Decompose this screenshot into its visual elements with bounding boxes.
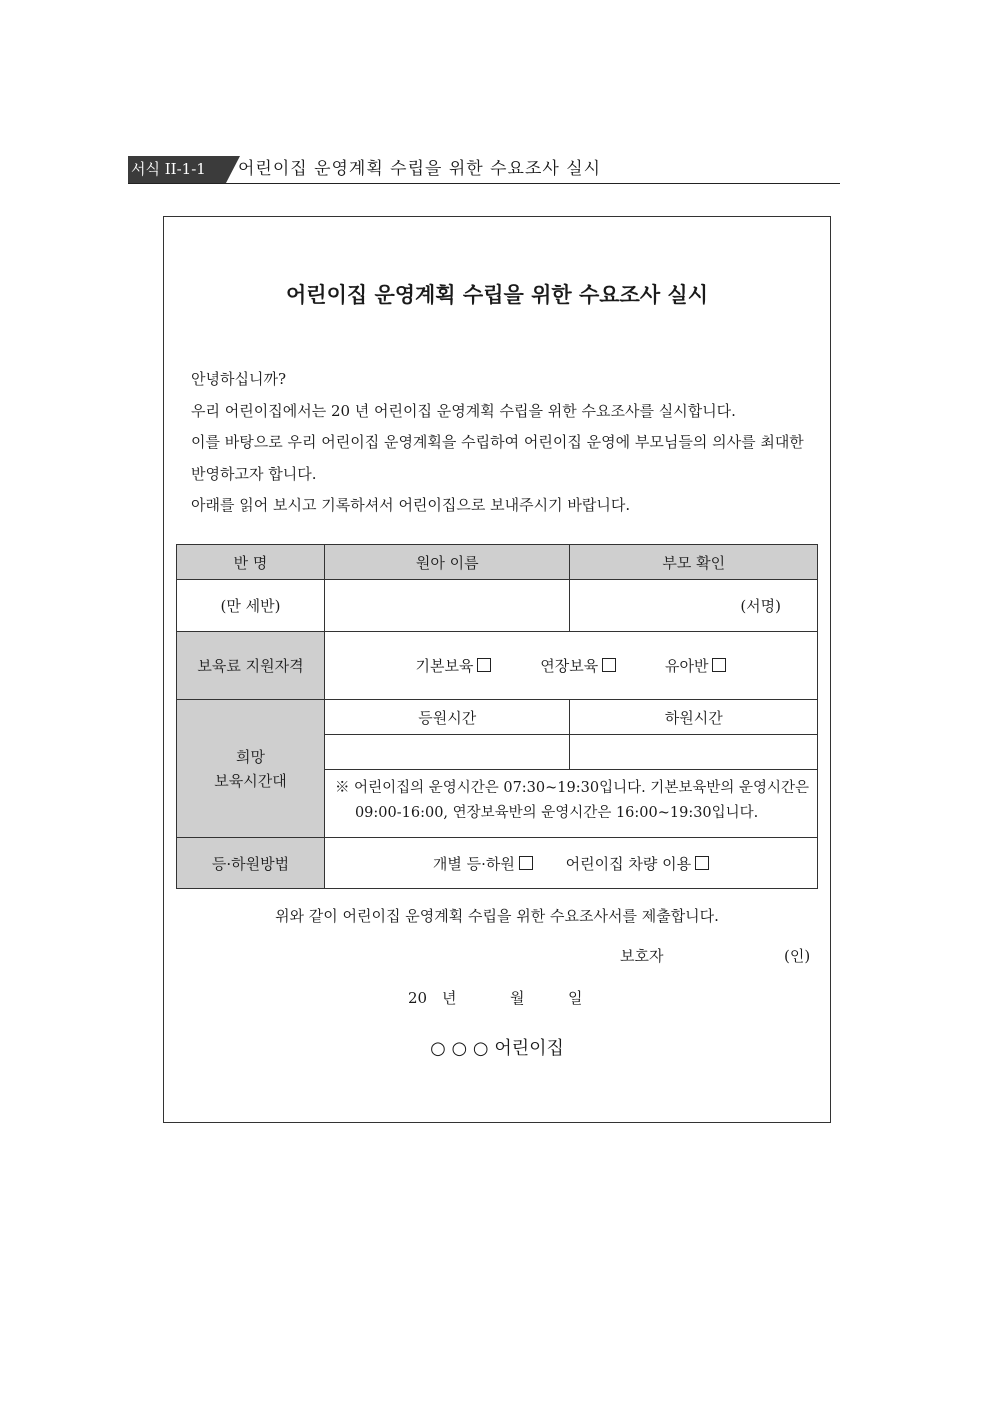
departure-time-field[interactable] xyxy=(570,735,818,770)
survey-table xyxy=(176,544,818,889)
date-month-unit: 월 xyxy=(510,989,525,1007)
operating-hours-note xyxy=(324,770,817,838)
option-extended-care: 연장보육 xyxy=(540,657,599,675)
checkbox-basic-care[interactable] xyxy=(477,658,491,672)
header-title: 어린이집 운영계획 수립을 위한 수요조사 실시 xyxy=(238,159,602,179)
form-frame xyxy=(163,216,831,1123)
commute-method-options xyxy=(324,838,817,889)
intro-line: 우리 어린이집에서는 20 년 어린이집 운영계획 수립을 위한 수요조사를 실시합니다. xyxy=(191,401,736,420)
signature-label: (서명) xyxy=(740,597,781,615)
col-header-parent-confirm: 부모 확인 xyxy=(570,545,818,580)
option-daycare-bus: 어린이집 차량 이용 xyxy=(565,854,692,873)
preferred-hours-label-line1: 희망 xyxy=(235,747,265,766)
support-eligibility-options xyxy=(324,632,817,700)
document-title: 어린이집 운영계획 수립을 위한 수요조사 실시 xyxy=(286,283,708,307)
arrival-time-field[interactable] xyxy=(324,735,570,770)
support-eligibility-label: 보육료 지원자격 xyxy=(177,632,325,700)
guardian-label: 보호자 xyxy=(620,947,664,965)
checkbox-daycare-bus[interactable] xyxy=(695,856,709,870)
class-field[interactable]: (만 세반) xyxy=(177,580,325,632)
preferred-hours-label-line2: 보육시간대 xyxy=(214,771,287,790)
preferred-hours-label xyxy=(177,700,325,838)
intro-text xyxy=(191,367,821,525)
col-header-child-name: 원아 이름 xyxy=(324,545,570,580)
intro-line: 안녕하십니까? xyxy=(191,370,286,388)
option-basic-care: 기본보육 xyxy=(415,657,474,675)
note-line: 09:00-16:00, 연장보육반의 운영시간은 16:00~19:30입니다. xyxy=(354,805,759,821)
daycare-name: ○ ○ ○ 어린이집 xyxy=(430,1038,564,1059)
option-individual-commute: 개별 등·하원 xyxy=(432,854,515,873)
arrival-time-header: 등원시간 xyxy=(324,700,570,735)
date-day-unit: 일 xyxy=(568,989,583,1007)
intro-line: 아래를 읽어 보시고 기록하셔서 어린이집으로 보내주시기 바랍니다. xyxy=(191,496,631,514)
date-year: 20 xyxy=(408,989,428,1007)
checkbox-extended-care[interactable] xyxy=(602,658,616,672)
commute-method-label: 등·하원방법 xyxy=(177,838,325,889)
form-number: 서식 II-1-1 xyxy=(131,160,206,178)
submission-date xyxy=(408,987,583,1008)
intro-line: 반영하고자 합니다. xyxy=(191,464,317,483)
date-year-unit: 년 xyxy=(442,989,457,1007)
form-header xyxy=(128,155,840,184)
closing-statement: 위와 같이 어린이집 운영계획 수립을 위한 수요조사서를 제출합니다. xyxy=(275,907,719,925)
checkbox-preschool-class[interactable] xyxy=(712,658,726,672)
seal-label[interactable]: (인) xyxy=(784,947,811,965)
checkbox-individual-commute[interactable] xyxy=(519,856,533,870)
parent-signature-field[interactable] xyxy=(570,580,818,632)
intro-line: 이를 바탕으로 우리 어린이집 운영계획을 수립하여 어린이집 운영에 부모님들의 의사를 최대한 xyxy=(191,433,804,451)
col-header-class: 반 명 xyxy=(177,545,325,580)
child-name-field[interactable] xyxy=(324,580,570,632)
departure-time-header: 하원시간 xyxy=(570,700,818,735)
note-line: ※ 어린이집의 운영시간은 07:30~19:30입니다. 기본보육반의 운영시간은 xyxy=(334,780,809,796)
form-number-tab xyxy=(128,156,226,183)
option-preschool-class: 유아반 xyxy=(664,657,709,675)
